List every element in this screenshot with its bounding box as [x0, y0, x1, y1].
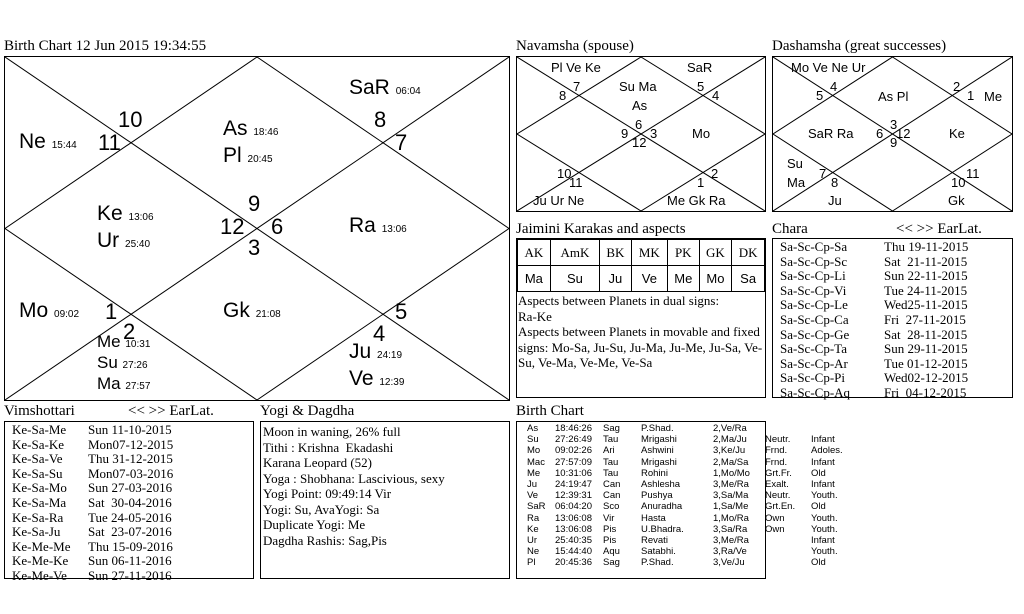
yogi-line: Yogi: Su, AvaYogi: Sa	[263, 501, 380, 517]
planet-label: Ma 27:57	[97, 374, 151, 393]
birth-table-cell: 25:40:35	[555, 535, 592, 546]
birth-table-cell: 2,Ma/Sa	[713, 456, 749, 468]
nav-planets: As	[632, 98, 648, 113]
karaka-value: Sa	[732, 266, 765, 292]
birth-table-cell: 24:19:47	[555, 479, 592, 490]
planet-label: SaR 06:04	[349, 76, 421, 99]
dasha-date: Thu 15-09-2016	[88, 538, 173, 554]
chara-date: Sun 22-11-2015	[884, 268, 968, 284]
birth-chart-box[interactable]	[4, 56, 510, 401]
birth-table-cell: Infant	[811, 535, 835, 546]
dasha-period: Ke-Sa-Me	[12, 422, 67, 437]
yogi-line: Karana Leopard (52)	[263, 455, 372, 470]
birth-table-cell: 3,Ve/Ju	[713, 557, 745, 569]
birth-table-cell: Grt.Fr.	[765, 467, 792, 479]
birth-table-cell: Mrigashi	[641, 456, 677, 468]
house-number: 9	[621, 126, 629, 141]
chara-date: Tue 01-12-2015	[884, 355, 968, 371]
yogi-line: Yogi Point: 09:49:14 Vir	[263, 486, 392, 501]
birth-table-cell: 27:57:09	[555, 456, 592, 468]
birth-table-cell: Neutr.	[765, 434, 791, 446]
birth-table-cell: Tau	[603, 456, 619, 468]
birth-table-cell: Ke	[527, 523, 539, 535]
dasha-date: Sun 11-10-2015	[88, 422, 172, 437]
yogi-line: Duplicate Yogi: Me	[263, 517, 366, 532]
house-number: 9	[248, 191, 261, 216]
dasha-period: Ke-Me-Ke	[12, 553, 69, 569]
birth-table-cell: U.Bhadra.	[641, 523, 684, 535]
planet-label: Ne 15:44	[19, 130, 77, 153]
birth-table-cell: Su	[527, 434, 539, 446]
chara-date: Wed25-11-2015	[884, 297, 968, 313]
birth-table-cell: 3,Me/Ra	[713, 535, 749, 546]
birth-table-cell: Infant	[811, 434, 835, 446]
birth-table-cell: Frnd.	[765, 456, 788, 468]
house-number: 5	[816, 88, 824, 103]
chara-date: Fri 04-12-2015	[884, 384, 967, 400]
birth-table-cell: Aqu	[603, 546, 620, 558]
birth-table-cell: Youth.	[811, 490, 838, 502]
house-number: 7	[819, 166, 827, 181]
dasha-date: Mon07-12-2015	[88, 436, 174, 452]
birth-table-cell: P.Shad.	[641, 557, 674, 569]
house-number: 6	[876, 126, 884, 141]
birth-table-cell: 12:39:31	[555, 490, 592, 502]
birth-table-cell: 3,Sa/Ra	[713, 523, 748, 535]
movable-aspects: Aspects between Planets in movable and fixed signs: Mo-Sa, Ju-Su, Ju-Ma, Ju-Me, Ju-Sa, Ve-Su, Ve-Ma, Ve-Me, Ve-Sa	[518, 324, 763, 370]
vimshottari-nav[interactable]: << >> EarLat.	[128, 403, 214, 419]
dual-aspects-title: Aspects between Planets in dual signs:	[518, 293, 720, 308]
chara-date: Sat 28-11-2015	[884, 326, 968, 342]
nav-planets: Ju Ur Ne	[533, 193, 585, 208]
birth-table-cell: Vir	[603, 512, 615, 524]
house-number: 5	[395, 299, 408, 324]
chara-period: Sa-Sc-Cp-Li	[780, 268, 846, 284]
house-number: 8	[559, 88, 567, 103]
birth-table-cell: As	[527, 423, 539, 434]
house-number: 7	[395, 130, 408, 155]
karaka-header: AK	[518, 240, 551, 266]
yogi-line: Tithi : Krishna Ekadashi	[263, 439, 394, 455]
birth-table-cell: Tau	[603, 434, 619, 446]
karaka-header: BK	[600, 240, 632, 266]
chara-period: Sa-Sc-Cp-Aq	[780, 384, 851, 400]
dash-planets: Ke	[949, 126, 965, 141]
birth-chart-title: Birth Chart 12 Jun 2015 19:34:55	[4, 38, 207, 54]
planet-label: Pl 20:45	[223, 144, 273, 167]
karaka-value: Ma	[518, 266, 551, 292]
dash-planets: As Pl	[878, 89, 909, 104]
dasha-date: Sun 27-11-2016	[88, 567, 172, 583]
birth-table-cell: 3,Ke/Ju	[713, 445, 746, 457]
dash-planets: Ma	[787, 175, 806, 190]
dash-planets: Mo Ve Ne Ur	[791, 60, 866, 75]
house-number: 7	[573, 79, 581, 94]
dashamsha-title: Dashamsha (great successes)	[772, 38, 947, 54]
house-number: 3	[890, 117, 898, 132]
house-number: 12	[220, 214, 245, 239]
birth-table-cell: Satabhi.	[641, 546, 676, 558]
yogi-line: Yoga : Shobhana: Lascivious, sexy	[263, 470, 445, 486]
house-number: 6	[271, 214, 284, 239]
dash-planets: Me	[984, 89, 1003, 104]
chara-date: Wed02-12-2015	[884, 370, 969, 386]
karaka-header: PK	[668, 240, 700, 266]
house-number: 4	[712, 88, 720, 103]
dash-planets: SaR Ra	[808, 126, 854, 141]
house-number: 9	[890, 135, 898, 150]
house-number: 10	[557, 166, 572, 181]
chara-title: Chara	[772, 221, 808, 237]
birth-table-cell: Own	[765, 523, 785, 535]
birth-table-cell: Adoles.	[811, 445, 843, 457]
birth-table-cell: Neutr.	[765, 490, 791, 502]
dasha-date: Sat 30-04-2016	[88, 494, 172, 510]
birth-table-cell: 15:44:40	[555, 546, 592, 558]
planet-label: Ur 25:40	[97, 229, 151, 252]
dasha-date: Thu 31-12-2015	[88, 451, 173, 467]
birth-table-cell: 1,Mo/Ra	[713, 512, 749, 524]
birth-table-cell: Mac	[527, 456, 545, 468]
birth-chart-lines	[5, 57, 509, 400]
birth-table-cell: Ve	[527, 490, 539, 502]
dashamsha-chart-box[interactable]	[772, 56, 1013, 212]
house-number: 12	[632, 135, 647, 150]
birth-table-title: Birth Chart	[516, 403, 584, 419]
chara-date: Tue 24-11-2015	[884, 282, 968, 298]
birth-table-cell: Exalt.	[765, 479, 789, 490]
birth-table-cell: Pis	[603, 523, 617, 535]
birth-table-cell: Sco	[603, 501, 620, 513]
birth-table-cell: 2,Ma/Ju	[713, 434, 747, 446]
chara-period: Sa-Sc-Cp-Ta	[780, 341, 847, 357]
birth-table-cell: 06:04:20	[555, 501, 592, 513]
yogi-line: Moon in waning, 26% full	[263, 424, 401, 439]
dash-planets: Ju	[828, 193, 842, 208]
birth-table-cell: 3,Sa/Ma	[713, 490, 749, 502]
chara-period: Sa-Sc-Cp-Pi	[780, 370, 845, 386]
birth-table-cell: 2,Ve/Ra	[713, 423, 747, 434]
house-number: 4	[373, 321, 386, 346]
house-number: 1	[967, 88, 975, 103]
dasha-period: Ke-Sa-Ve	[12, 451, 63, 467]
house-number: 2	[711, 166, 719, 181]
karaka-value: Mo	[699, 266, 732, 292]
planet-label: Mo 09:02	[19, 299, 80, 322]
dasha-date: Mon07-03-2016	[88, 465, 174, 481]
birth-table-cell: Mo	[527, 445, 541, 457]
birth-table-cell: 13:06:08	[555, 523, 592, 535]
nav-planets: Mo	[692, 126, 711, 141]
chara-period: Sa-Sc-Cp-Vi	[780, 282, 847, 298]
house-number: 8	[831, 175, 839, 190]
birth-table-cell: Ashlesha	[641, 479, 681, 490]
nav-planets: Me Gk Ra	[667, 193, 726, 208]
birth-table-cell: Frnd.	[765, 445, 788, 457]
planet-label: Ke 13:06	[97, 202, 154, 225]
dash-planets: Gk	[948, 193, 965, 208]
birth-table-cell: Youth.	[811, 523, 838, 535]
dasha-date: Tue 24-05-2016	[88, 509, 172, 525]
birth-table-cell: Youth.	[811, 546, 838, 558]
birth-table-cell: Grt.En.	[765, 501, 796, 513]
house-number: 4	[830, 79, 838, 94]
planet-label: Ve 12:39	[349, 367, 405, 390]
karaka-value: Me	[668, 266, 700, 292]
nav-planets: SaR	[687, 60, 713, 75]
birth-table-cell: Tau	[603, 467, 619, 479]
house-number: 11	[966, 166, 980, 181]
birth-table-cell: Pis	[603, 535, 617, 546]
dasha-date: Sun 06-11-2016	[88, 553, 172, 569]
birth-table-cell: SaR	[527, 501, 546, 513]
birth-table-cell: 1,Sa/Me	[713, 501, 749, 513]
dasha-period: Ke-Sa-Ma	[12, 494, 67, 510]
house-number: 1	[697, 175, 705, 190]
birth-table-cell: Youth.	[811, 512, 838, 524]
dasha-period: Ke-Sa-Su	[12, 465, 63, 481]
house-number: 2	[953, 79, 961, 94]
house-number: 10	[118, 107, 143, 132]
vimshottari-list[interactable]	[4, 421, 254, 583]
birth-table-cell: 3,Me/Ra	[713, 479, 749, 490]
house-number: 11	[569, 175, 583, 190]
vimshottari-title: Vimshottari	[4, 403, 75, 419]
chara-period: Sa-Sc-Cp-Sa	[780, 239, 848, 254]
karaka-value: Ve	[631, 266, 667, 292]
planet-label: Me 10:31	[97, 332, 151, 351]
chara-date: Sat 21-11-2015	[884, 253, 968, 269]
birth-table-cell: 13:06:08	[555, 512, 592, 524]
birth-table-cell: Revati	[641, 535, 668, 546]
birth-table-cell: Anuradha	[641, 501, 683, 513]
chara-period: Sa-Sc-Cp-Ca	[780, 311, 849, 327]
birth-table-cell: Can	[603, 479, 621, 490]
birth-table-cell: Pl	[527, 557, 536, 569]
karaka-header: DK	[732, 240, 765, 266]
house-number: 2	[123, 319, 136, 344]
chara-period: Sa-Sc-Cp-Ar	[780, 355, 848, 371]
planet-label: Ra 13:06	[349, 214, 407, 237]
planet-label: As 18:46	[223, 117, 279, 140]
karaka-header: MK	[631, 240, 667, 266]
planet-label: Gk 21:08	[223, 299, 281, 322]
yogi-line: Dagdha Rashis: Sag,Pis	[263, 532, 387, 548]
dasha-period: Ke-Sa-Mo	[12, 480, 67, 496]
birth-table-cell: P.Shad.	[641, 423, 674, 434]
chara-date: Fri 27-11-2015	[884, 311, 966, 327]
birth-table-cell: 18:46:26	[555, 423, 592, 434]
birth-table-cell: Old	[811, 501, 826, 513]
birth-table-cell: Infant	[811, 479, 835, 490]
dasha-period: Ke-Me-Ve	[12, 567, 67, 583]
navamsha-chart-box[interactable]	[516, 56, 766, 212]
house-number: 1	[105, 299, 118, 324]
house-number: 3	[650, 126, 658, 141]
planet-label: Su 27:26	[97, 353, 148, 372]
birth-table-cell: Ashwini	[641, 445, 674, 457]
birth-table-cell: Own	[765, 512, 785, 524]
jaimini-box	[516, 238, 766, 398]
birth-table-cell: Sag	[603, 557, 620, 569]
nav-planets: Pl Ve Ke	[551, 60, 601, 75]
nav-planets: Su Ma	[619, 79, 657, 94]
karaka-value: Su	[550, 266, 599, 292]
dual-aspects: Ra-Ke	[518, 308, 552, 324]
jaimini-title: Jaimini Karakas and aspects	[516, 221, 686, 237]
birth-table-cell: Old	[811, 557, 826, 569]
dasha-period: Ke-Sa-Ke	[12, 436, 64, 452]
birth-table-rows	[527, 423, 1024, 573]
chara-list[interactable]	[772, 238, 1013, 398]
house-number: 3	[248, 235, 261, 260]
house-number: 6	[635, 117, 643, 132]
birth-table-cell: 20:45:36	[555, 557, 592, 569]
birth-table-cell: Old	[811, 467, 826, 479]
dasha-date: Sun 27-03-2016	[88, 480, 173, 496]
chara-nav[interactable]: << >> EarLat.	[896, 221, 982, 237]
karaka-value: Ju	[600, 266, 632, 292]
navamsha-title: Navamsha (spouse)	[516, 38, 634, 54]
house-number: 10	[951, 175, 966, 190]
birth-table-cell: Me	[527, 467, 541, 479]
birth-table-cell: Ne	[527, 546, 540, 558]
planet-label: Ju 24:19	[349, 340, 403, 363]
dasha-date: Sat 23-07-2016	[88, 524, 172, 540]
birth-table-cell: Can	[603, 490, 621, 502]
birth-table-cell: Ur	[527, 535, 538, 546]
yogi-lines	[263, 424, 445, 548]
birth-table-cell: 10:31:06	[555, 467, 592, 479]
birth-table-cell: Hasta	[641, 512, 666, 524]
birth-table-cell: 1,Mo/Mo	[713, 467, 750, 479]
chara-date: Sun 29-11-2015	[884, 341, 968, 357]
chara-date: Thu 19-11-2015	[884, 239, 969, 254]
birth-table-box	[516, 421, 843, 579]
birth-table-cell: Rohini	[641, 467, 668, 479]
karaka-table	[517, 239, 765, 292]
birth-table-cell: Mrigashi	[641, 434, 677, 446]
birth-table-cell: Ju	[527, 479, 538, 490]
house-number: 8	[374, 107, 387, 132]
house-number: 5	[697, 79, 705, 94]
birth-table-cell: Ari	[603, 445, 615, 457]
dasha-period: Ke-Sa-Ju	[12, 524, 61, 540]
birth-table-cell: Infant	[811, 456, 835, 468]
karaka-header: GK	[699, 240, 732, 266]
birth-table-cell: Ra	[527, 512, 540, 524]
dash-planets: Su	[787, 156, 803, 171]
house-number: 11	[98, 130, 121, 155]
birth-table-cell: 09:02:26	[555, 445, 592, 457]
yogi-box	[260, 421, 510, 579]
birth-table-cell: Sag	[603, 423, 620, 434]
chara-period: Sa-Sc-Cp-Sc	[780, 253, 848, 269]
birth-table-cell: 3,Ra/Ve	[713, 546, 747, 558]
yogi-title: Yogi & Dagdha	[260, 403, 355, 419]
dasha-period: Ke-Sa-Ra	[12, 509, 64, 525]
chara-period: Sa-Sc-Cp-Le	[780, 297, 848, 313]
house-number: 12	[896, 126, 911, 141]
birth-table-cell: Pushya	[641, 490, 673, 502]
chara-period: Sa-Sc-Cp-Ge	[780, 326, 850, 342]
karaka-header: AmK	[550, 240, 599, 266]
dasha-period: Ke-Me-Me	[12, 538, 71, 554]
birth-table-cell: 27:26:49	[555, 434, 592, 446]
